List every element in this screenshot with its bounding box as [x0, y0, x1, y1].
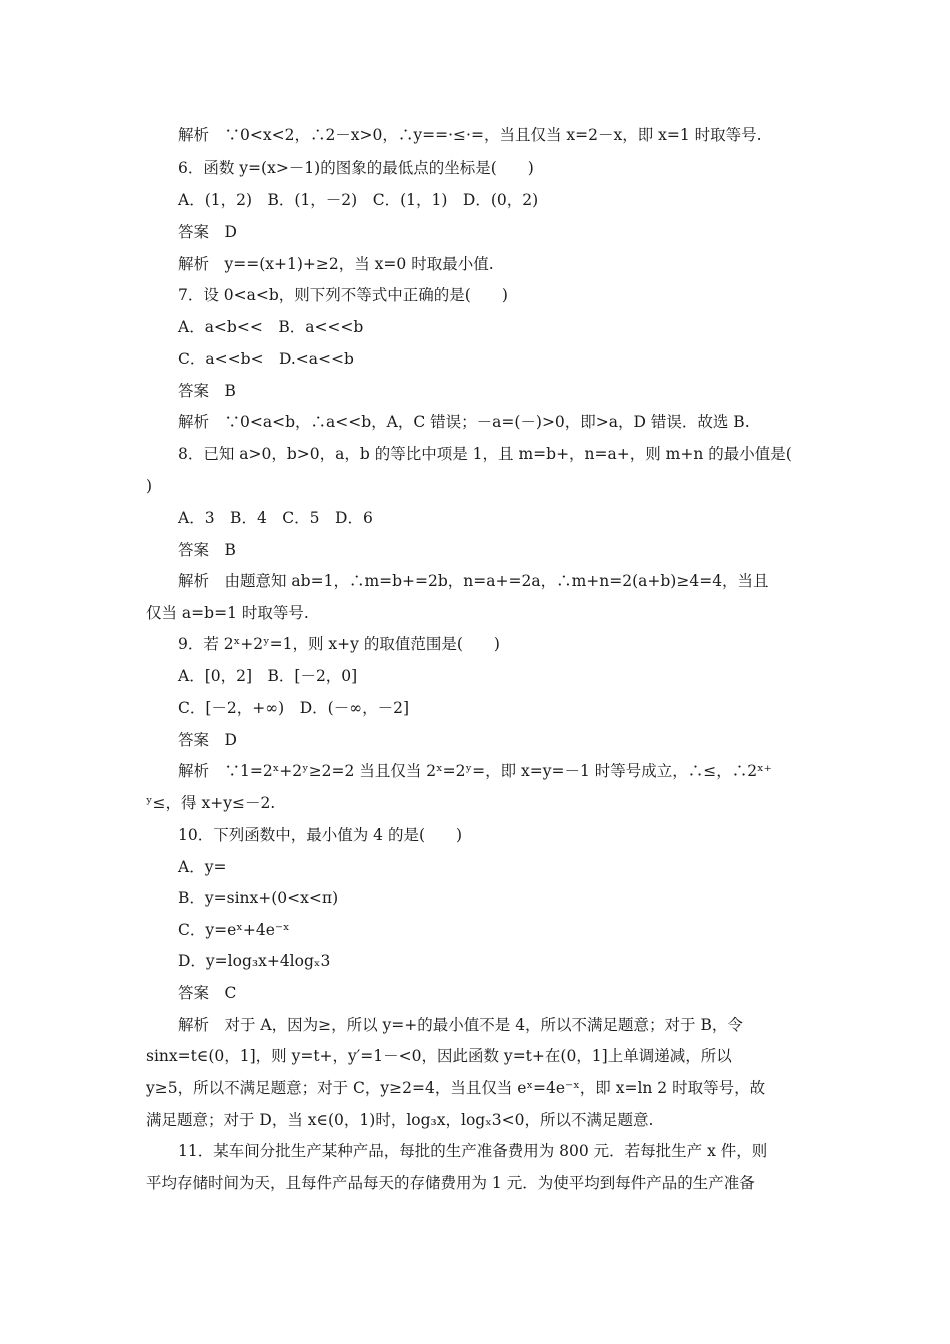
options-q9-cd: C．[－2，+∞) D．(－∞，－2] [178, 699, 410, 717]
option-q10-b: B．y=sinx+(0<x<π) [178, 889, 339, 907]
question-9: 9．若 2ˣ+2ʸ=1，则 x+y 的取值范围是( ) [178, 635, 500, 653]
question-8-cont: ) [146, 477, 153, 495]
options-q7-ab: A．a<b<< B．a<<<b [178, 318, 364, 336]
question-6: 6．函数 y=(x>－1)的图象的最低点的坐标是( ) [178, 159, 534, 177]
analysis-q6: 解析 y==(x+1)+≥2，当 x=0 时取最小值. [178, 255, 494, 273]
options-q6: A．(1，2) B．(1，－2) C．(1，1) D．(0，2) [178, 191, 539, 209]
question-8: 8．已知 a>0，b>0，a，b 的等比中项是 1，且 m=b+，n=a+，则 m+n 的最小值是( [178, 445, 792, 463]
question-7: 7．设 0<a<b，则下列不等式中正确的是( ) [178, 286, 508, 304]
answer-q10: 答案 C [178, 984, 237, 1002]
analysis-q10-3: y≥5，所以不满足题意；对于 C，y≥2=4，当且仅当 eˣ=4e⁻ˣ，即 x=ln 2 时取等号，故 [146, 1079, 766, 1097]
question-11: 11．某车间分批生产某种产品，每批的生产准备费用为 800 元．若每批生产 x 件，则 [178, 1142, 768, 1160]
answer-q6: 答案 D [178, 223, 237, 241]
answer-q8: 答案 B [178, 541, 236, 559]
analysis-q8-cont: 仅当 a=b=1 时取等号. [146, 604, 309, 622]
analysis-q9-cont: ʸ≤，得 x+y≤－2. [146, 794, 276, 812]
option-q10-a: A．y= [178, 858, 227, 876]
analysis-q10-4: 满足题意；对于 D，当 x∈(0，1)时，log₃x，logₓ3<0，所以不满足题意. [146, 1111, 654, 1129]
options-q9-ab: A．[0，2] B．[－2，0] [178, 667, 358, 685]
answer-q9: 答案 D [178, 731, 237, 749]
options-q8: A．3 B．4 C．5 D．6 [178, 509, 373, 527]
analysis-q7: 解析 ∵0<a<b，∴a<<b，A，C 错误；－a=(－)>0，即>a，D 错误．故选 B. [178, 413, 750, 431]
option-q10-c: C．y=eˣ+4e⁻ˣ [178, 921, 290, 939]
analysis-q5-line: 解析 ∵0<x<2，∴2－x>0，∴y==·≤·=，当且仅当 x=2－x，即 x=1 时取等号. [178, 126, 762, 144]
analysis-q10-1: 解析 对于 A，因为≥，所以 y=+的最小值不是 4，所以不满足题意；对于 B，令 [178, 1016, 743, 1034]
analysis-q8: 解析 由题意知 ab=1，∴m=b+=2b，n=a+=2a，∴m+n=2(a+b)≥4=4，当且 [178, 572, 769, 590]
question-11-cont: 平均存储时间为天，且每件产品每天的存储费用为 1 元．为使平均到每件产品的生产准备 [146, 1174, 755, 1192]
question-10: 10．下列函数中，最小值为 4 的是( ) [178, 826, 463, 844]
answer-q7: 答案 B [178, 382, 236, 400]
analysis-q10-2: sinx=t∈(0，1]，则 y=t+，y′=1－<0，因此函数 y=t+在(0，1]上单调递减，所以 [146, 1047, 732, 1065]
analysis-q9: 解析 ∵1=2ˣ+2ʸ≥2=2 当且仅当 2ˣ=2ʸ=，即 x=y=－1 时等号成立，∴≤，∴2ˣ⁺ [178, 762, 772, 780]
options-q7-cd: C．a<<b< D.<a<<b [178, 350, 354, 368]
option-q10-d: D．y=log₃x+4logₓ3 [178, 952, 331, 970]
